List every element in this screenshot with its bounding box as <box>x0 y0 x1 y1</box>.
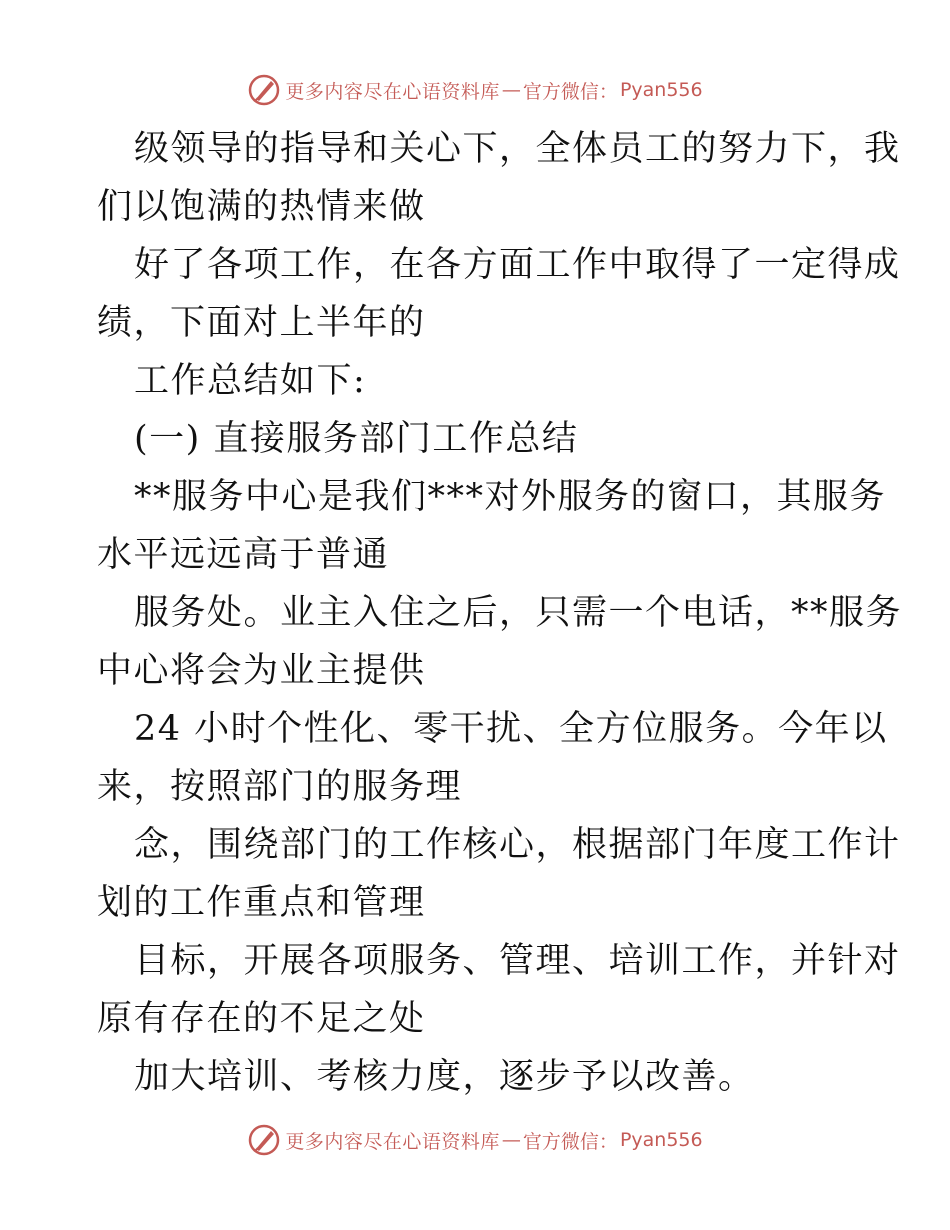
footer-watermark <box>0 1120 950 1160</box>
header-watermark <box>0 70 950 110</box>
watermark-text: 更多内容尽在心语资料库 <box>285 1130 500 1153</box>
text-line: 目标，开展各项服务、管理、培训工作，并针对 <box>134 941 901 981</box>
document-body <box>97 120 903 1106</box>
watermark-wechat-id: Pyan556 <box>619 79 703 101</box>
watermark-label: 官方微信： <box>522 1130 618 1153</box>
quill-logo-icon <box>247 73 281 107</box>
text-line: **服务中心是我们***对外服务的窗口，其服务 <box>134 477 887 517</box>
text-line: 服务处。业主入住之后，只需一个电话，**服务 <box>134 593 903 633</box>
text-line: 中心将会为业主提供 <box>97 651 426 691</box>
text-line: 好了各项工作，在各方面工作中取得了一定得成 <box>134 245 901 285</box>
text-line: 水平远远高于普通 <box>97 535 390 575</box>
text-line: 念，围绕部门的工作核心，根据部门年度工作计 <box>134 825 901 865</box>
text-line: 们以饱满的热情来做 <box>97 187 426 227</box>
text-line: 原有存在的不足之处 <box>97 999 426 1039</box>
text-line: 绩，下面对上半年的 <box>97 303 426 343</box>
quill-logo-icon <box>247 1123 281 1157</box>
text-line: 级领导的指导和关心下，全体员工的努力下，我 <box>134 129 901 169</box>
text-line: 划的工作重点和管理 <box>97 883 426 923</box>
watermark-label: 官方微信： <box>522 80 618 103</box>
section-heading: (一) 直接服务部门工作总结 <box>134 419 579 459</box>
text-line: 24 小时个性化、零干扰、全方位服务。今年以 <box>134 709 888 749</box>
text-line: 工作总结如下: <box>134 361 367 401</box>
text-line: 加大培训、考核力度，逐步予以改善。 <box>134 1057 755 1097</box>
text-line: 来，按照部门的服务理 <box>97 767 463 807</box>
watermark-separator: — <box>501 1129 521 1151</box>
watermark-text: 更多内容尽在心语资料库 <box>285 80 500 103</box>
watermark-wechat-id: Pyan556 <box>619 1129 703 1151</box>
watermark-separator: — <box>501 79 521 101</box>
